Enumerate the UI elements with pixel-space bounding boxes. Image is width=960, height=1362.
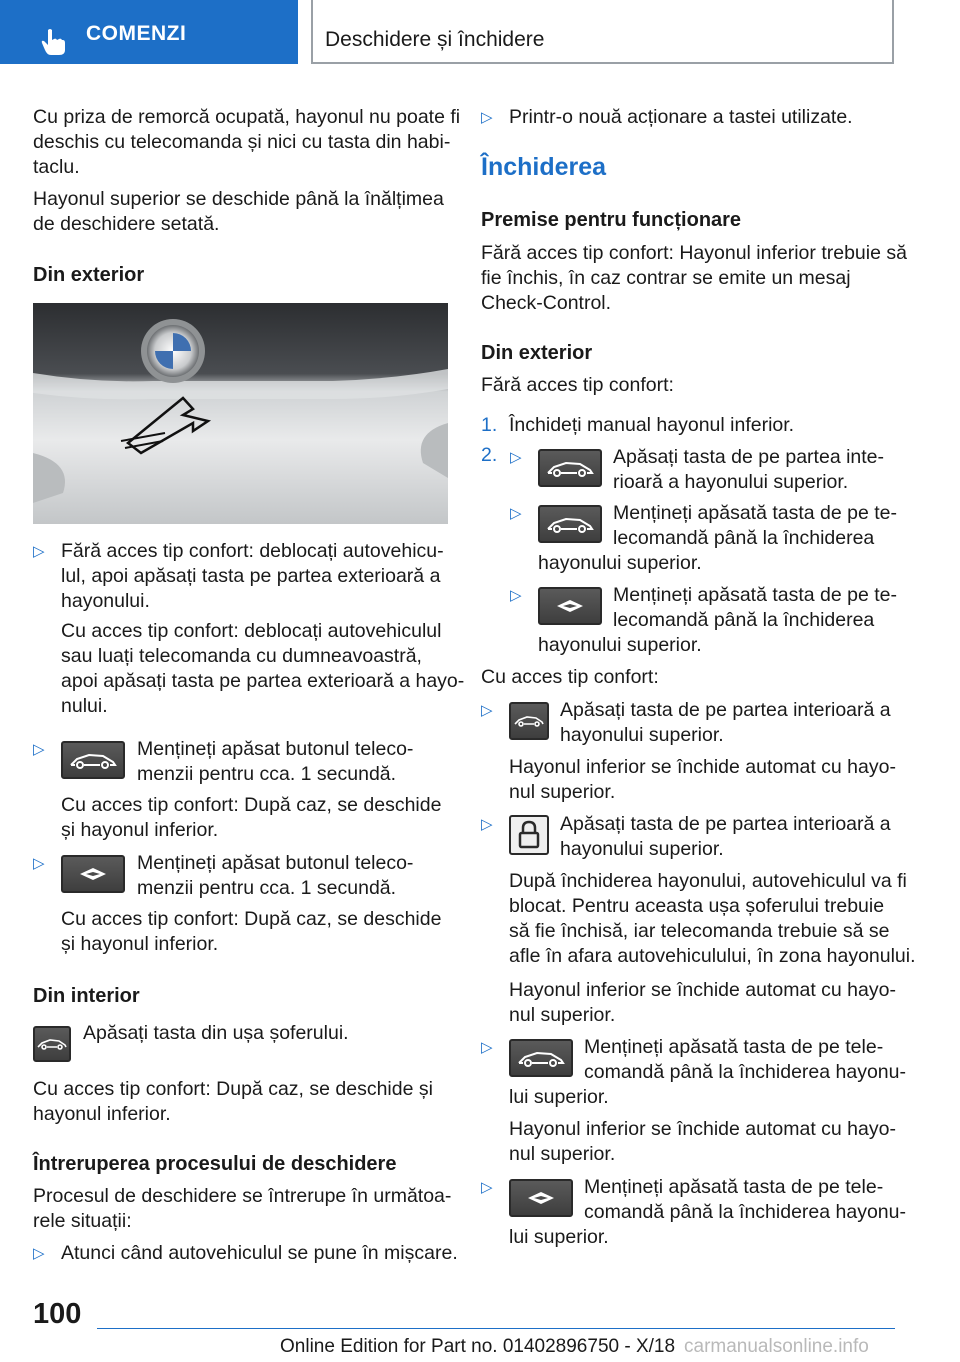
section-label: COMENZI <box>86 22 187 45</box>
footer-watermark: carmanualsonline.info <box>684 1336 869 1357</box>
remote-diamond-icon <box>61 855 125 893</box>
step-number: 1. <box>481 414 498 436</box>
paragraph-interrupt: Procesul de deschidere se întrerupe în următoa- rele situații: <box>33 1185 452 1232</box>
comfort-hold-remote-2: Mențineți apăsată tasta de pe tele- comandă până la închiderea hayonu- <box>584 1176 906 1223</box>
bullet-comfort-access-note: Cu acces tip confort: deblocați autovehiculul sau luați telecomanda cu dumneavoastră, apoi apăsați tasta pe partea exterioară a hayo- nului. <box>61 620 465 717</box>
remote-diamond-icon <box>509 1179 573 1217</box>
bullet-marker: ▷ <box>510 449 522 466</box>
bullet-marker: ▷ <box>481 109 493 126</box>
bullet-marker: ▷ <box>33 543 45 560</box>
heading-prerequisites: Premise pentru funcționare <box>481 209 742 231</box>
step-number: 2. <box>481 444 498 466</box>
substep-hold-remote-1: Mențineți apăsată tasta de pe te- lecomandă până la închiderea <box>613 502 898 549</box>
bullet-vehicle-moving: Atunci când autovehiculul se pune în mișcare. <box>61 1242 458 1264</box>
tailgate-car-icon <box>509 702 549 740</box>
bullet-marker: ▷ <box>510 587 522 604</box>
section-title-closing: Închiderea <box>481 153 607 181</box>
step-close-lower: Închideți manual hayonul inferior. <box>509 414 795 436</box>
bullet-hold-remote-1-note: Cu acces tip confort: După caz, se deschide și hayonul inferior. <box>61 794 442 841</box>
page-number: 100 <box>33 1298 82 1330</box>
bullet-marker: ▷ <box>481 816 493 833</box>
bullet-marker: ▷ <box>33 855 45 872</box>
substep-hold-remote-1-cont: hayonului superior. <box>538 552 702 574</box>
page-title: Deschidere și închidere <box>325 28 545 51</box>
paragraph-interior-note: Cu acces tip confort: După caz, se deschide și hayonul inferior. <box>33 1078 433 1125</box>
hand-pointer-icon <box>40 28 66 56</box>
tailgate-button-photo <box>33 303 448 524</box>
paragraph-opening-height: Hayonul superior se deschide până la înălțimea de deschidere setată. <box>33 188 444 235</box>
page-title-box <box>311 0 894 64</box>
comfort-hold-remote-2-cont: lui superior. <box>509 1226 609 1248</box>
lock-icon <box>509 815 549 855</box>
bullet-no-comfort-access: Fără acces tip confort: deblocați autovehicu- lul, apoi apăsați tasta pe partea exterioară a hayonului. <box>61 540 444 612</box>
comfort-press-inside: Apăsați tasta de pe partea interioară a hayonului superior. <box>560 699 891 746</box>
bullet-marker: ▷ <box>481 1179 493 1196</box>
comfort-hold-remote-1-note: Hayonul inferior se închide automat cu hayo- nul superior. <box>509 1118 896 1165</box>
bullet-hold-remote-2: Mențineți apăsat butonul teleco- menzii pentru cca. 1 secundă. <box>137 852 414 899</box>
comfort-press-lock: Apăsați tasta de pe partea interioară a hayonului superior. <box>560 813 891 860</box>
bullet-marker: ▷ <box>510 505 522 522</box>
comfort-press-inside-note: Hayonul inferior se închide automat cu hayo- nul superior. <box>509 756 896 803</box>
comfort-press-lock-note-2: Hayonul inferior se închide automat cu hayo- nul superior. <box>509 979 896 1026</box>
tailgate-car-icon <box>33 1026 71 1062</box>
bullet-press-again: Printr-o nouă acționare a tastei utilizate. <box>509 106 853 128</box>
interior-instruction: Apăsați tasta din ușa șoferului. <box>83 1022 349 1044</box>
substep-press-inside: Apăsați tasta de pe partea inte- rioară a hayonului superior. <box>613 446 885 493</box>
paragraph-comfort: Cu acces tip confort: <box>481 666 659 688</box>
bullet-marker: ▷ <box>33 741 45 758</box>
remote-diamond-icon <box>538 587 602 625</box>
tailgate-car-icon <box>61 741 125 779</box>
tailgate-car-icon <box>538 449 602 487</box>
tailgate-car-icon <box>538 505 602 543</box>
bullet-marker: ▷ <box>481 1039 493 1056</box>
section-tab[interactable] <box>0 0 298 64</box>
footer-edition: Online Edition for Part no. 01402896750 - X/18 <box>280 1336 676 1357</box>
paragraph-no-comfort: Fără acces tip confort: <box>481 374 674 396</box>
substep-hold-remote-2: Mențineți apăsată tasta de pe te- lecomandă până la închiderea <box>613 584 898 631</box>
footer-divider <box>97 1328 895 1329</box>
substep-hold-remote-2-cont: hayonului superior. <box>538 634 702 656</box>
comfort-hold-remote-1-cont: lui superior. <box>509 1086 609 1108</box>
bullet-hold-remote-1: Mențineți apăsat butonul teleco- menzii pentru cca. 1 secundă. <box>137 738 414 785</box>
paragraph-prerequisites: Fără acces tip confort: Hayonul inferior trebuie să fie închis, în caz contrar se emite un mesaj Check-Control. <box>481 242 907 314</box>
bullet-hold-remote-2-note: Cu acces tip confort: După caz, se deschide și hayonul inferior. <box>61 908 442 955</box>
comfort-press-lock-note: După închiderea hayonului, autovehiculul va fi blocat. Pentru aceasta ușa șoferului trebuie să fie închisă, iar telecomanda trebuie să se afle în afara autovehiculului, în zona hayonului. <box>509 870 916 967</box>
heading-exterior-open: Din exterior <box>33 264 145 286</box>
bullet-marker: ▷ <box>481 702 493 719</box>
comfort-hold-remote-1: Mențineți apăsată tasta de pe tele- comandă până la închiderea hayonu- <box>584 1036 906 1083</box>
paragraph-trailer-socket: Cu priza de remorcă ocupată, hayonul nu poate fi deschis cu telecomanda și nici cu tasta din habi- taclu. <box>33 106 461 178</box>
heading-interior-open: Din interior <box>33 985 140 1007</box>
bullet-marker: ▷ <box>33 1245 45 1262</box>
heading-exterior-close: Din exterior <box>481 342 593 364</box>
heading-interrupt-opening: Întreruperea procesului de deschidere <box>33 1153 397 1175</box>
tailgate-car-icon <box>509 1039 573 1077</box>
